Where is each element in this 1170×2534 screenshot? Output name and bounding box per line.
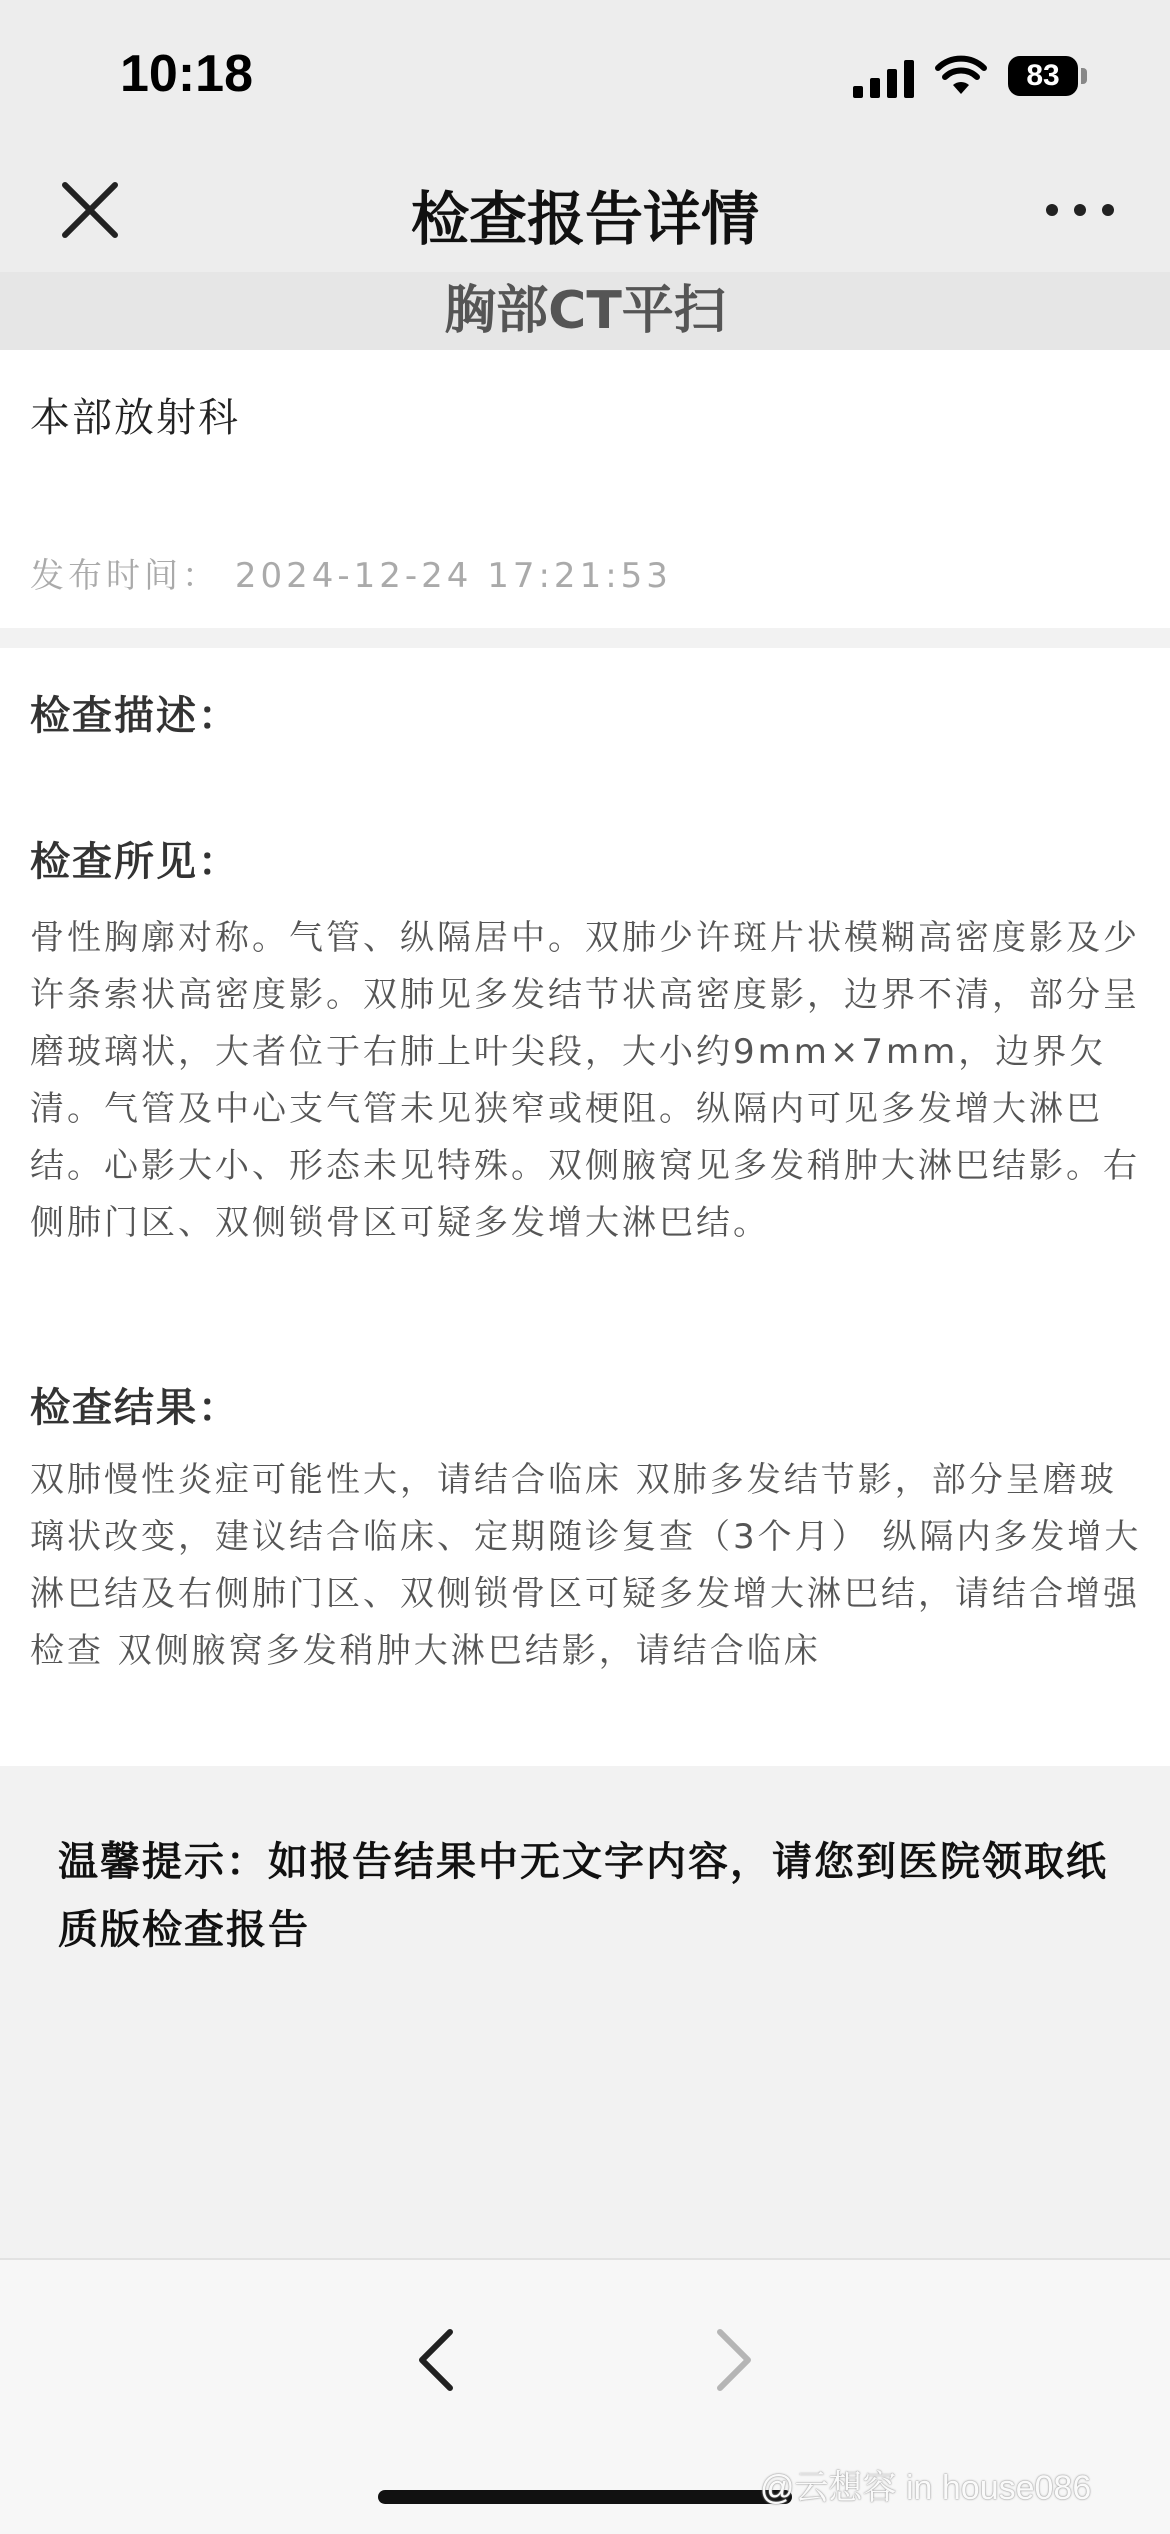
chevron-left-icon[interactable]: [400, 2320, 470, 2400]
status-bar: [0, 0, 1170, 150]
battery-tip: [1081, 68, 1087, 84]
chevron-right-icon: [700, 2320, 770, 2400]
nav-bar: [0, 150, 1170, 272]
battery-indicator: 83: [1008, 56, 1078, 96]
result-text: 双肺慢性炎症可能性大，请结合临床 双肺多发结节影，部分呈磨玻璃状改变，建议结合临床、定期随诊复查（3个月） 纵隔内多发增大淋巴结及右侧肺门区、双侧锁骨区可疑多发增大淋巴结，请结合增强检查 双侧腋窝多发稍肿大淋巴结影，请结合临床: [30, 1460, 1142, 1671]
publish-time: [30, 548, 672, 597]
watermark: @云想容 in house086: [760, 2469, 1092, 2507]
findings-text: 骨性胸廓对称。气管、纵隔居中。双肺少许斑片状模糊高密度影及少许条索状高密度影。双肺见多发结节状高密度影，边界不清，部分呈磨玻璃状，大者位于右肺上叶尖段，大小约9mm×7mm，边界欠清。气管及中心支气管未见狭窄或梗阻。纵隔内可见多发增大淋巴结。心影大小、形态未见特殊。双侧腋窝见多发稍肿大淋巴结影。右侧肺门区、双侧锁骨区可疑多发增大淋巴结。: [30, 918, 1140, 1243]
more-icon[interactable]: [1040, 185, 1120, 235]
exam-name: 胸部CT平扫: [0, 272, 1170, 350]
warm-tip: 温馨提示：如报告结果中无文字内容，请您到医院领取纸质版检查报告: [58, 1839, 1108, 1953]
status-time: 10:18: [120, 45, 253, 103]
report-header-card: [0, 350, 1170, 628]
description-title: 检查描述：: [30, 693, 240, 739]
result-title: 检查结果：: [30, 1385, 240, 1431]
cellular-signal-icon: [853, 58, 915, 98]
department-label: 本部放射科: [30, 395, 240, 441]
publish-time-label: 发布时间：: [30, 556, 220, 596]
wifi-icon: [935, 54, 987, 96]
findings-title: 检查所见：: [30, 839, 240, 885]
home-indicator[interactable]: [378, 2490, 792, 2504]
page-title: 检查报告详情: [410, 185, 759, 253]
report-body-card: [0, 648, 1170, 1766]
publish-time-value: 2024-12-24 17:21:53: [234, 556, 672, 596]
